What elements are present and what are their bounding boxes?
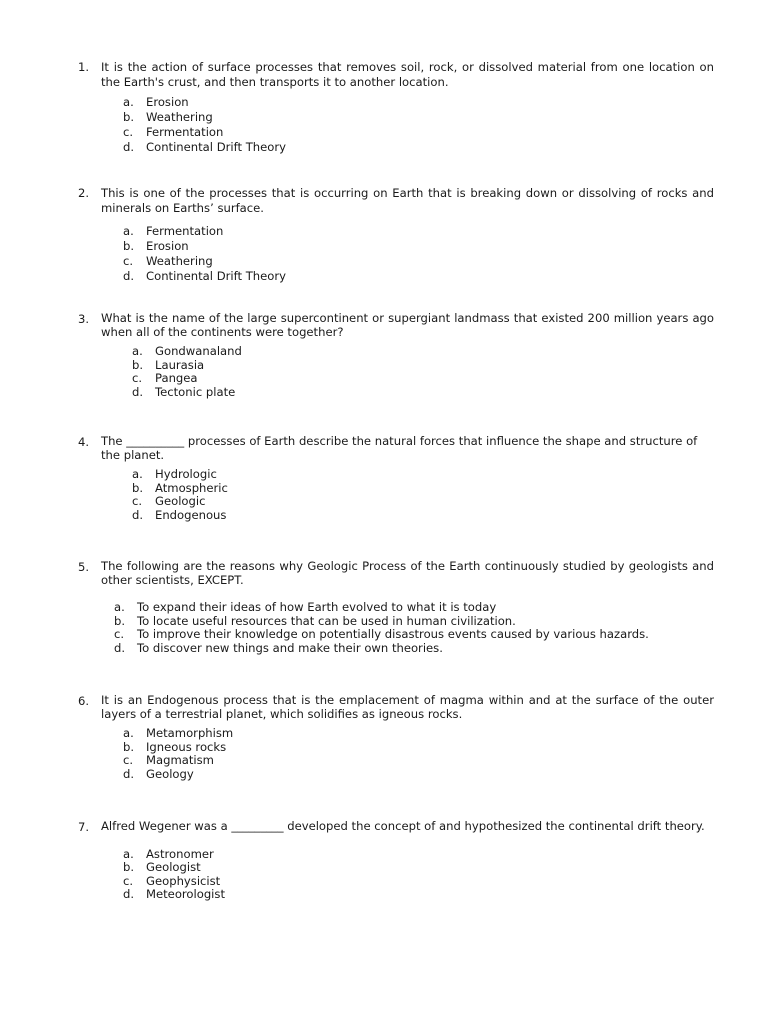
option-c: c. Fermentation xyxy=(123,125,224,139)
options-list xyxy=(123,95,714,155)
option-text: Endogenous xyxy=(155,507,227,522)
option-text: Astronomer xyxy=(146,846,214,861)
option-a: a. Hydrologic xyxy=(132,467,217,481)
option-d: d. Geology xyxy=(123,766,194,781)
option-text: Gondwanaland xyxy=(155,344,242,358)
option-text: Geology xyxy=(146,766,194,781)
option-text: Magmatism xyxy=(146,753,214,767)
options-list xyxy=(114,600,714,654)
option-text: To improve their knowledge on potentially disastrous events caused by various hazards. xyxy=(137,627,649,641)
option-text: Continental Drift Theory xyxy=(146,140,286,154)
option-text: Metamorphism xyxy=(146,726,234,740)
option-text: Continental Drift Theory xyxy=(146,269,286,283)
option-c: c. Geophysicist xyxy=(123,873,221,888)
options-list xyxy=(123,726,714,780)
question-text: What is the name of the large supercontinent or supergiant landmass that existed 200 million years ago when all of the continents were together? xyxy=(101,311,714,339)
question-text: Alfred Wegener was a _________ developed the concept of and hypothesized the continental drift theory. xyxy=(101,819,705,833)
option-b: b. Igneous rocks xyxy=(123,739,227,754)
option-c: c. To improve their knowledge on potentially disastrous events caused by various hazards. xyxy=(114,627,649,641)
option-text: Fermentation xyxy=(146,224,224,238)
option-d: d. Endogenous xyxy=(132,507,227,522)
option-text: Fermentation xyxy=(146,125,224,139)
option-text: Laurasia xyxy=(155,357,205,372)
options-list xyxy=(132,467,714,521)
option-text: Igneous rocks xyxy=(146,739,227,754)
option-a: a. To expand their ideas of how Earth evolved to what it is today xyxy=(114,600,497,614)
question-7 xyxy=(78,820,714,901)
option-d: d. Tectonic plate xyxy=(132,384,236,399)
option-a: a. Fermentation xyxy=(123,224,224,238)
option-c: c. Magmatism xyxy=(123,753,214,767)
option-a: a. Metamorphism xyxy=(123,726,234,740)
question-text: It is an Endogenous process that is the emplacement of magma within and at the surface of the outer layers of a terrestrial planet, which solidifies as igneous rocks. xyxy=(101,693,714,721)
question-number: 7. xyxy=(78,820,90,834)
option-d: d. Meteorologist xyxy=(123,887,225,901)
option-text: Hydrologic xyxy=(155,467,217,481)
option-text: Atmospheric xyxy=(155,480,228,495)
question-number: 2. xyxy=(78,186,90,200)
question-number: 3. xyxy=(78,312,90,326)
options-list xyxy=(123,224,714,284)
question-text: It is the action of surface processes that removes soil, rock, or dissolved material from one location on the Earth's crust, and then transports it to another location. xyxy=(101,60,714,89)
question-text: The following are the reasons why Geologic Process of the Earth continuously studied by geologists and other scientists, EXCEPT. xyxy=(101,559,714,587)
option-text: Weathering xyxy=(146,110,213,124)
option-text: Pangea xyxy=(155,371,198,385)
option-b: b. To locate useful resources that can be used in human civilization. xyxy=(114,613,516,628)
option-text: Erosion xyxy=(146,239,189,253)
option-text: To expand their ideas of how Earth evolved to what it is today xyxy=(137,600,497,614)
option-d: d. Continental Drift Theory xyxy=(123,269,286,283)
option-c: c. Geologic xyxy=(132,494,206,508)
option-text: To discover new things and make their own theories. xyxy=(137,640,443,655)
option-d: d. To discover new things and make their own theories. xyxy=(114,640,443,655)
option-d: d. Continental Drift Theory xyxy=(123,140,286,154)
question-2 xyxy=(78,186,714,284)
question-text: This is one of the processes that is occurring on Earth that is breaking down or dissolving of rocks and minerals on Earths’ surface. xyxy=(101,186,714,215)
question-5 xyxy=(78,560,714,654)
option-text: To locate useful resources that can be used in human civilization. xyxy=(137,613,516,628)
question-1 xyxy=(78,60,714,155)
option-b: b. Geologist xyxy=(123,860,201,874)
option-text: Geologist xyxy=(146,860,201,874)
option-text: Meteorologist xyxy=(146,887,225,901)
option-c: c. Weathering xyxy=(123,254,213,268)
options-list xyxy=(123,847,714,901)
option-c: c. Pangea xyxy=(132,371,198,385)
option-text: Weathering xyxy=(146,254,213,268)
question-6 xyxy=(78,694,714,780)
option-b: b. Erosion xyxy=(123,239,189,253)
options-list xyxy=(132,344,714,398)
option-text: Geophysicist xyxy=(146,873,221,888)
question-text: The __________ processes of Earth describe the natural forces that influence the shape and structure of the planet. xyxy=(101,434,698,462)
option-a: a. Gondwanaland xyxy=(132,344,242,358)
question-4 xyxy=(78,435,714,521)
option-text: Geologic xyxy=(155,494,206,508)
question-3 xyxy=(78,312,714,398)
question-number: 4. xyxy=(78,435,90,449)
question-number: 5. xyxy=(78,560,90,574)
option-a: a. Astronomer xyxy=(123,846,214,861)
question-number: 1. xyxy=(78,60,90,74)
option-b: b. Laurasia xyxy=(132,357,205,372)
option-b: b. Weathering xyxy=(123,110,213,124)
option-a: a. Erosion xyxy=(123,95,189,109)
question-number: 6. xyxy=(78,694,90,708)
option-text: Tectonic plate xyxy=(155,384,236,399)
option-text: Erosion xyxy=(146,95,189,109)
option-b: b. Atmospheric xyxy=(132,480,228,495)
